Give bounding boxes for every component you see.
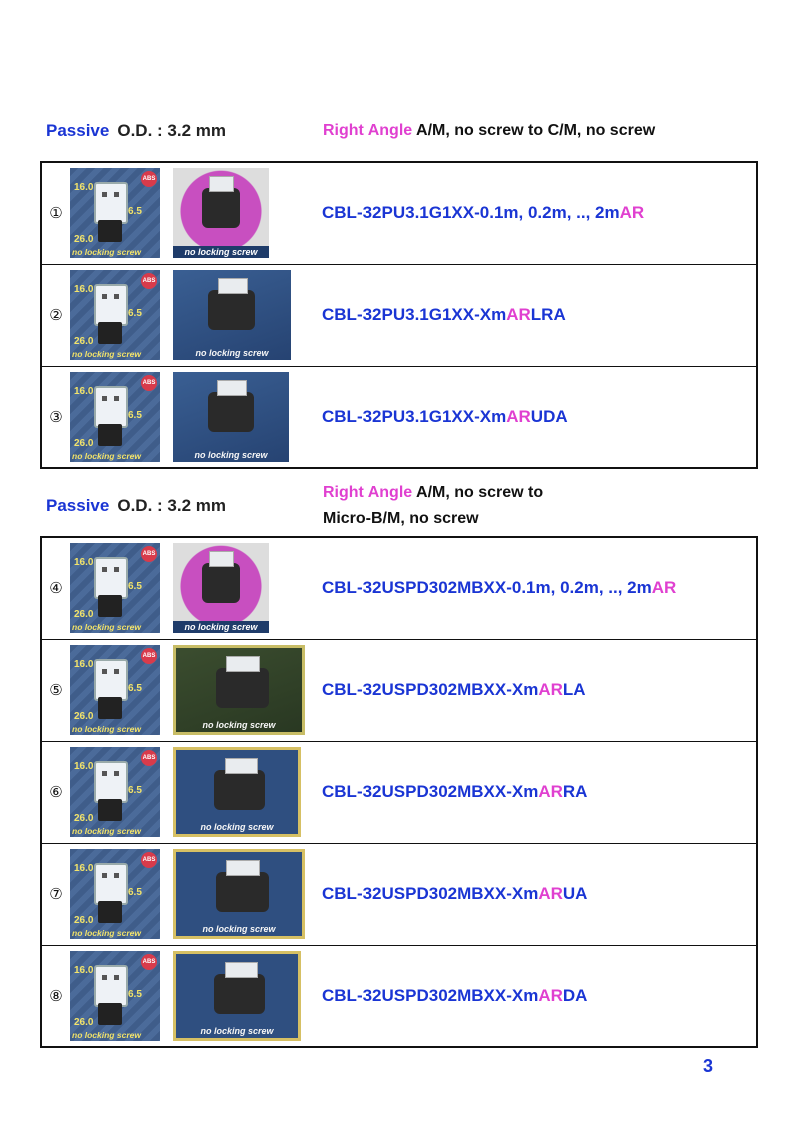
- dimension-bottom: 26.0: [74, 813, 94, 824]
- table-row: [41, 843, 757, 945]
- dimension-top: 16.0: [74, 964, 94, 976]
- abs-badge: ABS: [141, 375, 157, 391]
- dimension-bottom: 26.0: [74, 711, 94, 722]
- plug-body-shape: [98, 595, 122, 617]
- dimension-bottom: 26.0: [74, 437, 94, 449]
- section2-header-left: [46, 496, 226, 516]
- part-number-ar: AR: [538, 782, 563, 801]
- connector-tip-shape: [218, 278, 248, 294]
- connector-body-shape: [202, 563, 240, 603]
- row-number: ⑥: [41, 741, 70, 843]
- photo-caption: no locking screw: [200, 1025, 274, 1036]
- part-number-suffix: DA: [562, 985, 588, 1005]
- usb-a-caption: no locking screw: [72, 826, 141, 836]
- usb-a-caption: no locking screw: [72, 622, 141, 633]
- page-number: 3: [703, 1056, 714, 1076]
- dimension-bottom: 26.0: [74, 609, 94, 621]
- dimension-side: 6.5: [128, 785, 142, 796]
- table-row: [41, 639, 757, 741]
- part-number-main: CBL-32USPD302MBXX-Xm: [322, 985, 539, 1005]
- od-label: O.D. : 3.2 mm: [117, 121, 226, 140]
- abs-badge: ABS: [141, 750, 157, 766]
- row-number: ⑧: [41, 945, 70, 1047]
- usb-a-plug-icon: [94, 182, 128, 224]
- plug-body-shape: [98, 220, 122, 242]
- part-number-ar: AR: [538, 680, 563, 699]
- usb-a-plug-icon: [94, 659, 128, 701]
- image-cell: [70, 639, 322, 741]
- abs-badge: ABS: [141, 171, 157, 187]
- plug-body-shape: [98, 799, 122, 821]
- part-number: [322, 843, 757, 945]
- part-number-ar: AR: [506, 406, 531, 426]
- plug-body-shape: [98, 424, 122, 446]
- right-angle-label: Right Angle: [323, 122, 413, 139]
- abs-badge: ABS: [141, 954, 157, 970]
- part-number-main: CBL-32USPD302MBXX-0.1m, 0.2m, .., 2m: [322, 578, 652, 598]
- photo-caption: no locking screw: [200, 822, 274, 832]
- row-number: ③: [41, 366, 70, 468]
- plug-body-shape: [98, 697, 122, 719]
- dimension-top: 16.0: [74, 182, 94, 194]
- usb-a-connector-image: [70, 747, 160, 837]
- connector-tip-shape: [209, 176, 234, 192]
- photo-caption: no locking screw: [173, 621, 269, 633]
- table-row: [41, 162, 757, 264]
- part-number-main: CBL-32PU3.1G1XX-Xm: [322, 305, 507, 324]
- image-cell: [70, 162, 322, 264]
- photo-caption: no locking screw: [194, 449, 268, 460]
- connector-tip-shape: [226, 656, 260, 672]
- section2-header-right: [323, 480, 543, 532]
- od-label: O.D. : 3.2 mm: [117, 496, 226, 515]
- part-number-main: CBL-32USPD302MBXX-Xm: [322, 680, 539, 699]
- dimension-bottom: 26.0: [74, 915, 94, 926]
- dimension-side: 6.5: [128, 683, 142, 694]
- passive-label: Passive: [46, 121, 110, 140]
- row-number: ①: [49, 205, 63, 223]
- connector-photo: [173, 168, 269, 258]
- plug-body-shape: [98, 901, 122, 923]
- plug-body-shape: [98, 1003, 122, 1025]
- table-row: [41, 741, 757, 843]
- dimension-top: 16.0: [74, 761, 94, 772]
- usb-a-connector-image: [70, 849, 160, 939]
- part-number: [322, 537, 757, 639]
- connector-description-line2: Micro-B/M, no screw: [323, 510, 479, 527]
- part-number: [322, 639, 757, 741]
- passive-label: Passive: [46, 496, 110, 515]
- image-cell: [70, 264, 322, 366]
- connector-photo: [173, 543, 269, 633]
- row-number: ②: [41, 264, 70, 366]
- usb-a-connector-image: [70, 270, 160, 360]
- section1-header-right: [323, 118, 655, 144]
- table-row: [41, 945, 757, 1047]
- part-number-main: CBL-32USPD302MBXX-Xm: [322, 782, 539, 801]
- usb-a-plug-icon: [94, 965, 128, 1007]
- dimension-side: 6.5: [128, 206, 142, 218]
- part-number-ar: AR: [619, 203, 645, 223]
- connector-description: A/M, no screw to C/M, no screw: [412, 122, 656, 139]
- part-number: [322, 945, 757, 1047]
- image-cell: [70, 945, 322, 1047]
- abs-badge: ABS: [141, 852, 157, 868]
- connector-photo: [173, 270, 291, 360]
- dimension-top: 16.0: [74, 557, 94, 569]
- image-cell: [70, 741, 322, 843]
- table-row: [41, 537, 757, 639]
- connector-photo: [173, 645, 305, 735]
- connector-photo: [173, 849, 305, 939]
- connector-body-shape: [202, 188, 240, 228]
- usb-a-connector-image: [70, 951, 160, 1041]
- image-cell: [70, 366, 322, 468]
- connector-photo: [173, 951, 301, 1041]
- part-number-suffix: UDA: [530, 406, 568, 426]
- part-number: [322, 366, 757, 468]
- image-cell: [70, 843, 322, 945]
- usb-a-connector-image: [70, 645, 160, 735]
- usb-a-caption: no locking screw: [72, 724, 141, 734]
- row-number: ④: [49, 580, 63, 598]
- connector-body-shape: [214, 770, 265, 810]
- part-number-main: CBL-32USPD302MBXX-Xm: [322, 884, 539, 903]
- usb-a-connector-image: [70, 168, 160, 258]
- part-number: [322, 741, 757, 843]
- dimension-side: 6.5: [128, 409, 142, 421]
- abs-badge: ABS: [141, 546, 157, 562]
- connector-tip-shape: [225, 962, 258, 978]
- photo-caption: no locking screw: [202, 924, 276, 934]
- connector-photo: [173, 372, 289, 462]
- usb-a-plug-icon: [94, 557, 128, 599]
- plug-body-shape: [98, 322, 122, 344]
- connector-body-shape: [208, 392, 254, 432]
- part-number-suffix: UA: [562, 884, 588, 903]
- usb-a-connector-image: [70, 372, 160, 462]
- connector-tip-shape: [209, 551, 234, 567]
- connector-body-shape: [216, 872, 269, 912]
- dimension-top: 16.0: [74, 385, 94, 397]
- connector-description-line1: [323, 480, 543, 506]
- usb-a-plug-icon: [94, 386, 128, 428]
- row-number: ⑤: [41, 639, 70, 741]
- connector-body-shape: [208, 290, 255, 330]
- image-cell: [70, 537, 322, 639]
- part-number-ar: AR: [538, 884, 563, 903]
- usb-a-plug-icon: [94, 863, 128, 905]
- dimension-bottom: 26.0: [74, 1016, 94, 1028]
- part-number-main: CBL-32PU3.1G1XX-Xm: [322, 406, 507, 426]
- usb-a-plug-icon: [94, 761, 128, 803]
- connector-tip-shape: [225, 758, 258, 774]
- dimension-side: 6.5: [128, 308, 142, 319]
- dimension-side: 6.5: [128, 581, 142, 593]
- usb-a-caption: no locking screw: [72, 247, 141, 258]
- connector-body-shape: [216, 668, 269, 708]
- section2-table: [40, 536, 758, 1048]
- dimension-side: 6.5: [128, 887, 142, 898]
- dimension-top: 16.0: [74, 863, 94, 874]
- connector-tip-shape: [226, 860, 260, 876]
- photo-caption: no locking screw: [195, 348, 269, 358]
- dimension-top: 16.0: [74, 659, 94, 670]
- part-number: [322, 162, 757, 264]
- section1-table: [40, 161, 758, 469]
- part-number-suffix: RA: [562, 782, 588, 801]
- photo-caption: no locking screw: [173, 246, 269, 258]
- connector-photo: [173, 747, 301, 837]
- dimension-bottom: 26.0: [74, 234, 94, 246]
- part-number-ar: AR: [651, 578, 677, 598]
- connector-tip-shape: [217, 380, 247, 396]
- dimension-top: 16.0: [74, 284, 94, 295]
- row-number: ⑦: [41, 843, 70, 945]
- usb-a-plug-icon: [94, 284, 128, 326]
- dimension-bottom: 26.0: [74, 336, 94, 347]
- usb-a-caption: no locking screw: [72, 450, 141, 461]
- part-number-ar: AR: [538, 985, 563, 1005]
- table-row: [41, 366, 757, 468]
- part-number: [322, 264, 757, 366]
- connector-description: A/M, no screw to: [412, 484, 544, 501]
- usb-a-caption: no locking screw: [72, 1029, 141, 1040]
- table-row: [41, 264, 757, 366]
- usb-a-caption: no locking screw: [72, 349, 141, 359]
- part-number-main: CBL-32PU3.1G1XX-0.1m, 0.2m, .., 2m: [322, 203, 620, 223]
- dimension-side: 6.5: [128, 988, 142, 1000]
- section1-header-left: [46, 121, 226, 141]
- usb-a-connector-image: [70, 543, 160, 633]
- photo-caption: no locking screw: [202, 720, 276, 730]
- abs-badge: ABS: [141, 273, 157, 289]
- part-number-ar: AR: [506, 305, 531, 324]
- connector-body-shape: [214, 974, 265, 1014]
- usb-a-caption: no locking screw: [72, 928, 141, 938]
- part-number-suffix: LA: [562, 680, 586, 699]
- right-angle-label: Right Angle: [323, 484, 413, 501]
- abs-badge: ABS: [141, 648, 157, 664]
- part-number-suffix: LRA: [530, 305, 566, 324]
